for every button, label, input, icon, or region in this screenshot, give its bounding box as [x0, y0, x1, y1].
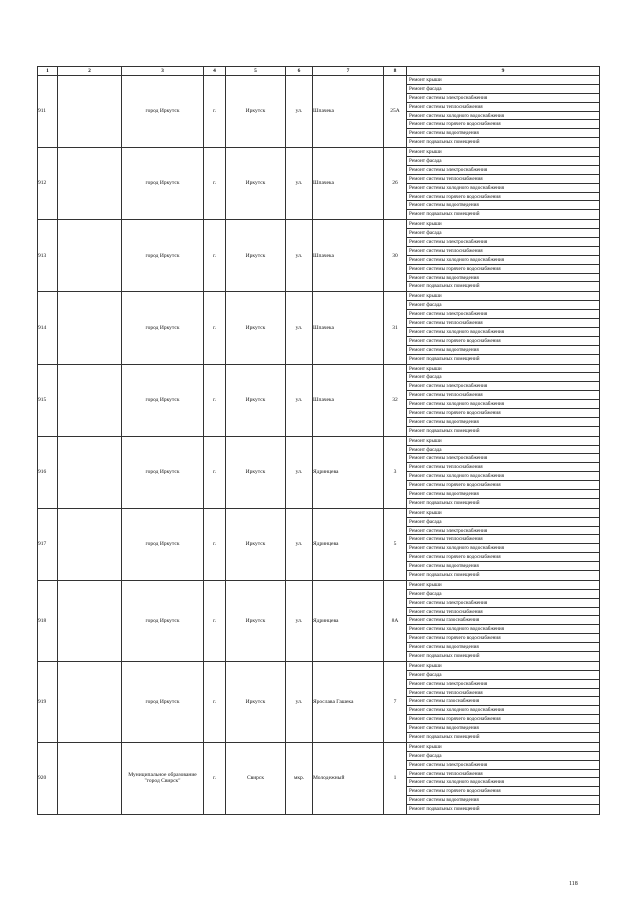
house-number-cell: 32 [384, 364, 407, 436]
work-item: Ремонт крыши [407, 437, 599, 446]
house-number-cell: 1 [384, 742, 407, 814]
work-item: Ремонт крыши [407, 148, 599, 157]
work-item: Ремонт крыши [407, 292, 599, 301]
work-item: Ремонт системы горячего водоснабжения [407, 120, 599, 129]
work-item: Ремонт фасада [407, 590, 599, 599]
works-list-cell [407, 76, 600, 148]
work-item: Ремонт системы горячего водоснабжения [407, 634, 599, 643]
work-item: Ремонт фасада [407, 157, 599, 166]
work-item: Ремонт системы холодного водоснабжения [407, 400, 599, 409]
street-type-cell: ул. [286, 580, 313, 661]
settlement-cell: Иркутск [226, 661, 286, 742]
owner-cell [58, 292, 122, 364]
street-cell: Ядринцева [313, 436, 384, 508]
street-cell: Шпачека [313, 292, 384, 364]
work-item: Ремонт системы теплоснабжения [407, 608, 599, 617]
owner-cell [58, 580, 122, 661]
street-type-cell: ул. [286, 364, 313, 436]
work-item: Ремонт системы водоотведения [407, 346, 599, 355]
work-item: Ремонт системы горячего водоснабжения [407, 715, 599, 724]
work-item: Ремонт системы водоотведения [407, 643, 599, 652]
table-row [38, 661, 600, 742]
municipality-cell: город Иркутск [122, 148, 204, 220]
work-item: Ремонт системы электроснабжения [407, 454, 599, 463]
municipality-cell: город Иркутск [122, 508, 204, 580]
work-item: Ремонт системы горячего водоснабжения [407, 409, 599, 418]
table-row [38, 580, 600, 661]
row-number: 916 [38, 436, 58, 508]
work-item: Ремонт системы горячего водоснабжения [407, 193, 599, 202]
work-item: Ремонт системы горячего водоснабжения [407, 265, 599, 274]
work-item: Ремонт системы водоотведения [407, 418, 599, 427]
works-list-cell [407, 292, 600, 364]
street-type-cell: ул. [286, 76, 313, 148]
row-number: 914 [38, 292, 58, 364]
municipality-cell: город Иркутск [122, 436, 204, 508]
work-item: Ремонт подвальных помещений [409, 283, 480, 290]
work-item: Ремонт подвальных помещений [409, 211, 480, 218]
column-header-1: 1 [38, 67, 58, 76]
work-item: Ремонт системы газоснабжения [407, 697, 599, 706]
work-item: Ремонт крыши [407, 220, 599, 229]
work-item: Ремонт системы теплоснабжения [407, 535, 599, 544]
capital-repair-table [37, 66, 600, 815]
work-item: Ремонт системы холодного водоснабжения [407, 706, 599, 715]
work-item: Ремонт крыши [407, 365, 599, 374]
work-item: Ремонт системы теплоснабжения [407, 247, 599, 256]
work-item: Ремонт подвальных помещений [409, 427, 480, 434]
work-item: Ремонт системы водоотведения [407, 724, 599, 733]
work-item: Ремонт системы водоотведения [407, 562, 599, 571]
work-item: Ремонт крыши [407, 76, 599, 85]
municipality-cell: Муниципальное образование "город Свирск" [122, 742, 204, 814]
column-header-3: 3 [122, 67, 204, 76]
column-header-4: 4 [204, 67, 226, 76]
settlement-type-cell: г. [204, 76, 226, 148]
owner-cell [58, 508, 122, 580]
work-item: Ремонт системы теплоснабжения [407, 319, 599, 328]
work-item: Ремонт системы водоотведения [407, 274, 599, 283]
street-type-cell: ул. [286, 436, 313, 508]
work-item: Ремонт системы холодного водоснабжения [407, 256, 599, 265]
work-item: Ремонт системы холодного водоснабжения [407, 778, 599, 787]
work-item: Ремонт системы холодного водоснабжения [407, 184, 599, 193]
work-item: Ремонт системы электроснабжения [407, 382, 599, 391]
row-number: 920 [38, 742, 58, 814]
house-number-cell: 25А [384, 76, 407, 148]
house-number-cell: 30 [384, 220, 407, 292]
house-number-cell: 3 [384, 436, 407, 508]
work-item: Ремонт системы электроснабжения [407, 680, 599, 689]
works-list-cell [407, 742, 600, 814]
settlement-cell: Иркутск [226, 292, 286, 364]
settlement-type-cell: г. [204, 580, 226, 661]
street-type-cell: ул. [286, 508, 313, 580]
work-item: Ремонт подвальных помещений [409, 571, 480, 578]
work-item: Ремонт системы холодного водоснабжения [407, 112, 599, 121]
work-item: Ремонт крыши [407, 581, 599, 590]
settlement-cell: Иркутск [226, 76, 286, 148]
work-item: Ремонт системы электроснабжения [407, 310, 599, 319]
owner-cell [58, 148, 122, 220]
owner-cell [58, 76, 122, 148]
work-item: Ремонт фасада [407, 671, 599, 680]
works-list-cell [407, 436, 600, 508]
table-row [38, 364, 600, 436]
owner-cell [58, 436, 122, 508]
table-row [38, 220, 600, 292]
work-item: Ремонт подвальных помещений [409, 139, 480, 146]
street-type-cell: ул. [286, 148, 313, 220]
work-item: Ремонт фасада [407, 229, 599, 238]
work-item: Ремонт системы горячего водоснабжения [407, 787, 599, 796]
settlement-type-cell: г. [204, 436, 226, 508]
work-item: Ремонт системы теплоснабжения [407, 463, 599, 472]
work-item: Ремонт подвальных помещений [409, 653, 480, 659]
row-number: 915 [38, 364, 58, 436]
work-item: Ремонт фасада [407, 373, 599, 382]
work-item: Ремонт фасада [407, 518, 599, 527]
settlement-cell: Иркутск [226, 436, 286, 508]
house-number-cell: 26 [384, 148, 407, 220]
municipality-cell: город Иркутск [122, 292, 204, 364]
settlement-cell: Иркутск [226, 364, 286, 436]
row-number: 911 [38, 76, 58, 148]
column-header-9: 9 [407, 67, 600, 76]
table-row [38, 148, 600, 220]
house-number-cell: 5 [384, 508, 407, 580]
work-item: Ремонт подвальных помещений [409, 734, 480, 741]
work-item: Ремонт фасада [407, 446, 599, 455]
settlement-type-cell: г. [204, 148, 226, 220]
settlement-type-cell: г. [204, 661, 226, 742]
street-cell: Шпачека [313, 148, 384, 220]
settlement-cell: Иркутск [226, 220, 286, 292]
table-row [38, 436, 600, 508]
column-header-5: 5 [226, 67, 286, 76]
row-number: 913 [38, 220, 58, 292]
work-item: Ремонт подвальных помещений [409, 499, 480, 506]
settlement-cell: Свирск [226, 742, 286, 814]
settlement-cell: Иркутск [226, 148, 286, 220]
work-item: Ремонт системы газоснабжения [407, 616, 599, 625]
work-item: Ремонт системы электроснабжения [407, 94, 599, 103]
street-type-cell: ул. [286, 661, 313, 742]
work-item: Ремонт системы теплоснабжения [407, 391, 599, 400]
settlement-cell: Иркутск [226, 580, 286, 661]
work-item: Ремонт системы электроснабжения [407, 527, 599, 536]
row-number: 919 [38, 661, 58, 742]
work-item: Ремонт крыши [407, 509, 599, 518]
work-item: Ремонт системы теплоснабжения [407, 689, 599, 698]
work-item: Ремонт системы водоотведения [407, 796, 599, 805]
table-row [38, 742, 600, 814]
work-item: Ремонт подвальных помещений [409, 355, 480, 362]
work-item: Ремонт крыши [407, 662, 599, 671]
work-item: Ремонт фасада [407, 752, 599, 761]
row-number: 912 [38, 148, 58, 220]
works-list-cell [407, 508, 600, 580]
house-number-cell: 7 [384, 661, 407, 742]
municipality-cell: город Иркутск [122, 661, 204, 742]
page-number: 118 [569, 881, 578, 887]
work-item: Ремонт системы водоотведения [407, 201, 599, 210]
work-item: Ремонт фасада [407, 301, 599, 310]
table-row [38, 508, 600, 580]
work-item: Ремонт крыши [407, 743, 599, 752]
work-item: Ремонт системы холодного водоснабжения [407, 328, 599, 337]
street-cell: Ярослава Гашека [313, 661, 384, 742]
municipality-cell: город Иркутск [122, 76, 204, 148]
table-body [38, 76, 600, 815]
street-type-cell: ул. [286, 292, 313, 364]
street-cell: Шпачека [313, 364, 384, 436]
work-item: Ремонт системы холодного водоснабжения [407, 544, 599, 553]
work-item: Ремонт системы теплоснабжения [407, 770, 599, 779]
work-item: Ремонт системы электроснабжения [407, 238, 599, 247]
column-header-2: 2 [58, 67, 122, 76]
street-cell: Шпачека [313, 76, 384, 148]
street-cell: Молодежный [313, 742, 384, 814]
settlement-type-cell: г. [204, 364, 226, 436]
owner-cell [58, 742, 122, 814]
owner-cell [58, 220, 122, 292]
works-list-cell [407, 580, 600, 661]
work-item: Ремонт подвальных помещений [409, 806, 480, 813]
work-item: Ремонт фасада [407, 85, 599, 94]
settlement-cell: Иркутск [226, 508, 286, 580]
work-item: Ремонт системы водоотведения [407, 129, 599, 138]
work-item: Ремонт системы теплоснабжения [407, 103, 599, 112]
settlement-type-cell: г. [204, 508, 226, 580]
municipality-cell: город Иркутск [122, 364, 204, 436]
house-number-cell: 8А [384, 580, 407, 661]
works-list-cell [407, 661, 600, 742]
settlement-type-cell: г. [204, 292, 226, 364]
municipality-cell: город Иркутск [122, 580, 204, 661]
works-list-cell [407, 220, 600, 292]
municipality-cell: город Иркутск [122, 220, 204, 292]
column-header-8: 8 [384, 67, 407, 76]
street-cell: Ядринцева [313, 580, 384, 661]
work-item: Ремонт системы горячего водоснабжения [407, 337, 599, 346]
owner-cell [58, 364, 122, 436]
work-item: Ремонт системы водоотведения [407, 490, 599, 499]
street-type-cell: мкр. [286, 742, 313, 814]
owner-cell [58, 661, 122, 742]
works-list-cell [407, 364, 600, 436]
street-cell: Ядринцева [313, 508, 384, 580]
work-item: Ремонт системы электроснабжения [407, 599, 599, 608]
works-list-cell [407, 148, 600, 220]
street-type-cell: ул. [286, 220, 313, 292]
work-item: Ремонт системы горячего водоснабжения [407, 481, 599, 490]
table-header-row [38, 67, 600, 76]
row-number: 917 [38, 508, 58, 580]
settlement-type-cell: г. [204, 742, 226, 814]
row-number: 918 [38, 580, 58, 661]
column-header-6: 6 [286, 67, 313, 76]
settlement-type-cell: г. [204, 220, 226, 292]
street-cell: Шпачека [313, 220, 384, 292]
column-header-7: 7 [313, 67, 384, 76]
work-item: Ремонт системы горячего водоснабжения [407, 553, 599, 562]
work-item: Ремонт системы холодного водоснабжения [407, 472, 599, 481]
table-row [38, 76, 600, 148]
work-item: Ремонт системы электроснабжения [407, 166, 599, 175]
work-item: Ремонт системы электроснабжения [407, 761, 599, 770]
table-row [38, 292, 600, 364]
house-number-cell: 31 [384, 292, 407, 364]
work-item: Ремонт системы холодного водоснабжения [407, 625, 599, 634]
work-item: Ремонт системы теплоснабжения [407, 175, 599, 184]
